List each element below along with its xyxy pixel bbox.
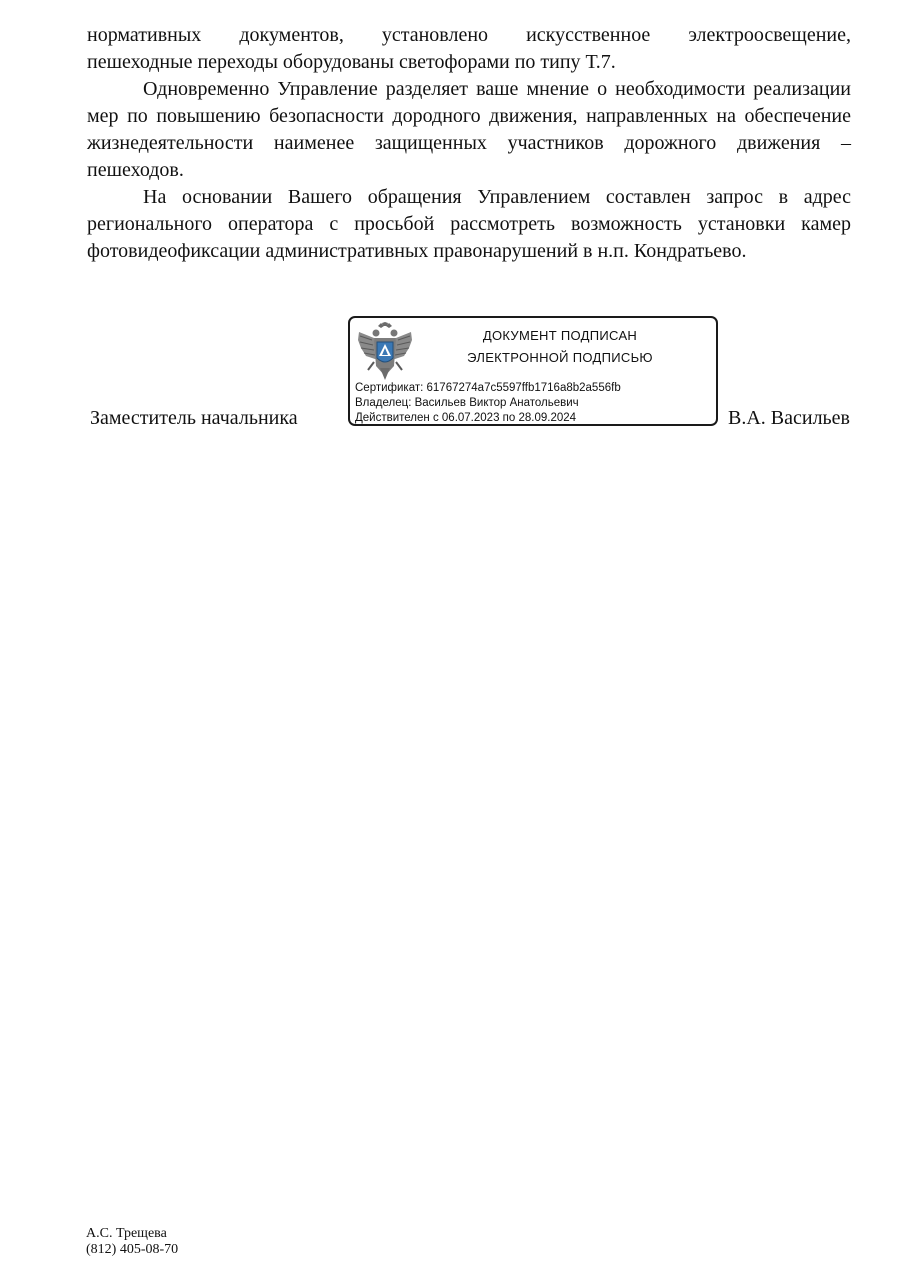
paragraph-3: На основании Вашего обращения Управлением составлен запрос в адрес регионального оператора с просьбой рассмотреть возможность установки камер фотовидеофиксации административных правонарушений в н.п. Кондратьево.: [87, 186, 851, 262]
signer-position: Заместитель начальника: [90, 407, 298, 429]
russian-eagle-emblem-icon: [356, 322, 414, 382]
stamp-validity: Действителен с 06.07.2023 по 28.09.2024: [355, 412, 577, 424]
stamp-heading-line-2: ЭЛЕКТРОННОЙ ПОДПИСЬЮ: [467, 350, 653, 365]
signer-name: В.А. Васильев: [728, 407, 851, 429]
executor-footer: [86, 1226, 178, 1258]
stamp-heading-line-1: ДОКУМЕНТ ПОДПИСАН: [482, 328, 638, 343]
executor-name: А.С. Трещева: [86, 1226, 167, 1241]
paragraph-1-line-1: нормативных документов, установлено искусственное электроосвещение,: [87, 24, 851, 46]
stamp-certificate: Сертификат: 61767274a7c5597ffb1716a8b2a556fb: [355, 382, 621, 394]
executor-phone: (812) 405-08-70: [86, 1242, 179, 1257]
paragraph-1: [87, 22, 851, 76]
paragraph-1-line-2: пешеходные переходы оборудованы светофорами по типу Т.7.: [87, 51, 616, 73]
electronic-signature-stamp: [348, 316, 718, 426]
stamp-owner: Владелец: Васильев Виктор Анатольевич: [355, 397, 579, 409]
letter-body: [87, 22, 851, 265]
paragraph-2: Одновременно Управление разделяет ваше мнение о необходимости реализации мер по повышению безопасности дородного движения, направленных на обеспечение жизнедеятельности наименее защищенных участников дорожного движения – пешеходов.: [87, 78, 851, 181]
